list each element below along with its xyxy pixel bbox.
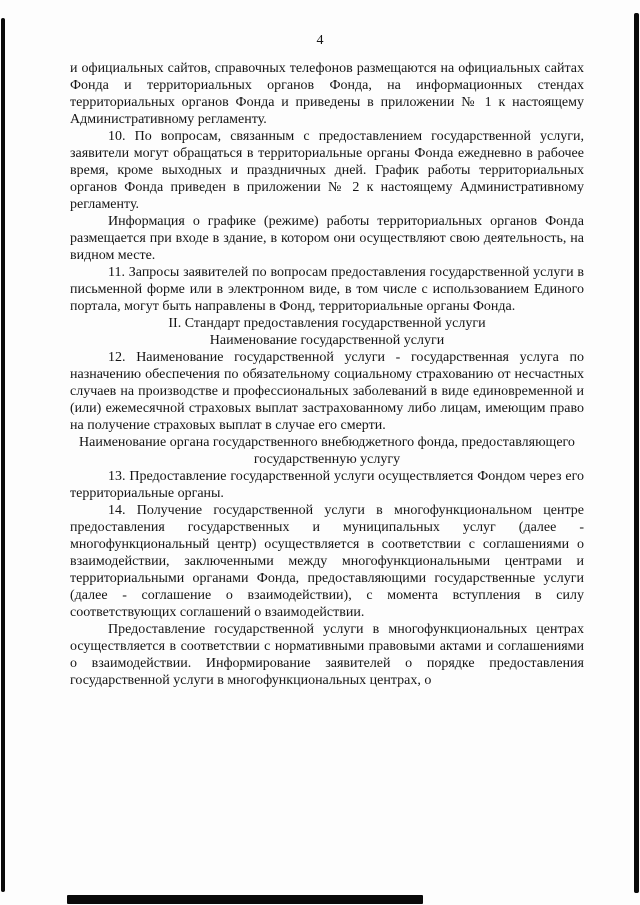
- paragraph: 12. Наименование государственной услуги - государственная услуга по назначению обеспечения по обязательному социальному страхованию от несчастных случаев на производстве и профессиональных заболеваний в виде единовременной и (или) ежемесячной страховых выплат застрахованному либо лицам, имеющим право на получение страховых выплат в случае его смерти.: [70, 350, 584, 433]
- page-number: 4: [316, 33, 324, 48]
- paragraph: 13. Предоставление государственной услуги осуществляется Фондом через его территориальные органы.: [70, 469, 584, 501]
- scan-artifact-left-edge: [1, 18, 5, 892]
- paragraph: 10. По вопросам, связанным с предоставлением государственной услуги, заявители могут обращаться в территориальные органы Фонда ежедневно в рабочее время, кроме выходных и праздничных дней. График работы территориальных органов Фонда приведен в приложении № 2 к настоящему Административному регламенту.: [70, 129, 584, 212]
- document-body: [70, 60, 584, 689]
- paragraph: 14. Получение государственной услуги в многофункциональном центре предоставления государственных и муниципальных услуг (далее - многофункциональный центр) осуществляется в соответствии с соглашениями о взаимодействии, заключенными между многофункциональными центрами и территориальными органами Фонда, предоставляющими государственные услуги (далее - соглашение о взаимодействии), с момента вступления в силу соответствующих соглашений о взаимодействии.: [70, 503, 584, 620]
- scan-artifact-bottom-bar: [67, 895, 423, 904]
- paragraph: Предоставление государственной услуги в многофункциональных центрах осуществляется в соответствии с нормативными правовыми актами и соглашениями о взаимодействии. Информирование заявителей о порядке предоставления государственной услуги в многофункциональных центрах, о: [70, 622, 584, 688]
- subsection-heading: Наименование органа государственного внебюджетного фонда, предоставляющего государственную услугу: [79, 435, 575, 467]
- section-heading: II. Стандарт предоставления государственной услуги: [168, 316, 486, 331]
- subsection-heading: Наименование государственной услуги: [209, 333, 445, 348]
- paragraph: Информация о графике (режиме) работы территориальных органов Фонда размещается при входе в здание, в котором они осуществляют свою деятельность, на видном месте.: [70, 214, 584, 263]
- scan-artifact-right-edge: [634, 13, 639, 893]
- paragraph: и официальных сайтов, справочных телефонов размещаются на официальных сайтах Фонда и территориальных органов Фонда, на информационных стендах территориальных органов Фонда и приведены в приложении № 1 к настоящему Административному регламенту.: [70, 61, 584, 127]
- paragraph: 11. Запросы заявителей по вопросам предоставления государственной услуги в письменной форме или в электронном виде, в том числе с использованием Единого портала, могут быть направлены в Фонд, территориальные органы Фонда.: [70, 265, 584, 314]
